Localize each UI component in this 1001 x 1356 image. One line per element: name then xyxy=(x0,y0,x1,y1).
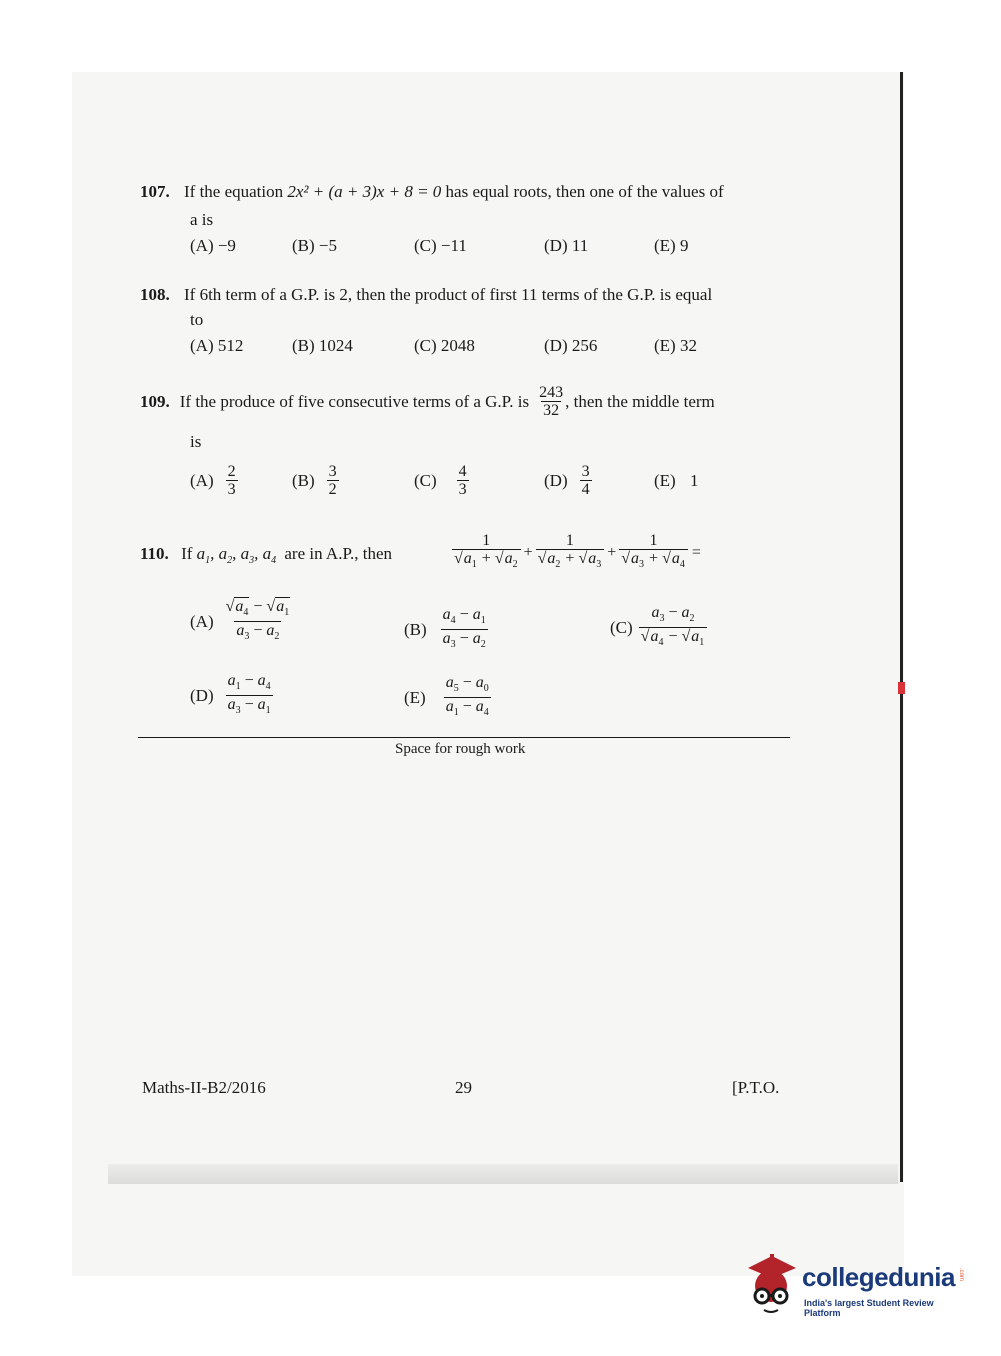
question-text: If the equation xyxy=(184,182,288,201)
option-110-d: (D) $\frac{a_1 - a_4}{a_3 - a_1}$ xyxy=(190,672,273,719)
question-number: 110. xyxy=(140,544,169,563)
term-3: $\frac{1}{√a_3 + √a_4}$ xyxy=(619,532,688,573)
option-110-c: (C) $\frac{a_3 - a_2}{√a_4 - √a_1}$ xyxy=(610,604,707,651)
mascot-icon xyxy=(742,1252,800,1318)
pto-label: [P.T.O. xyxy=(732,1078,780,1097)
logo-tagline: India's largest Student Review Platform xyxy=(804,1298,934,1318)
question-109 xyxy=(140,384,715,419)
footer-code: Maths-II-B2/2016 xyxy=(142,1078,266,1097)
option-fraction: $\frac{a_4 - a_1}{a_3 - a_2}$ xyxy=(441,606,488,653)
equation: 2x² + (a + 3)x + 8 = 0 xyxy=(287,182,442,201)
question-109-line2: is xyxy=(190,432,202,451)
option-109-b: (B) $\frac{3}{2}$ xyxy=(292,463,337,498)
term-1: $\frac{1}{√a_1 + √a_2}$ xyxy=(452,532,521,573)
rough-work-divider xyxy=(138,737,790,738)
option-107-a: (A) −9 xyxy=(190,236,236,255)
option-107-b: (B) −5 xyxy=(292,236,337,255)
option-fraction: $\frac{√a_4 - √a_1}{a_3 - a_2}$ xyxy=(224,598,293,645)
question-text: are in A.P., then xyxy=(284,544,393,563)
question-108 xyxy=(140,285,712,305)
logo-wordmark: collegedunia xyxy=(802,1262,955,1292)
option-fraction: $\frac{a_5 - a_0}{a_1 - a_4}$ xyxy=(444,674,491,721)
term-2: $\frac{1}{√a_2 + √a_3}$ xyxy=(536,532,605,573)
option-107-e: (E) 9 xyxy=(654,236,689,255)
option-fraction: $\frac{4}{3}$ xyxy=(458,463,467,498)
option-fraction: $\frac{3}{2}$ xyxy=(328,463,337,498)
red-mark xyxy=(898,682,905,694)
question-text: has equal roots, then one of the values of xyxy=(441,182,724,201)
option-109-c: (C) $\frac{4}{3}$ xyxy=(414,463,467,498)
question-107-line2: a is xyxy=(190,210,214,229)
option-108-e: (E) 32 xyxy=(654,336,697,355)
question-number: 108. xyxy=(140,285,170,304)
question-text: If the produce of five consecutive terms of a G.P. is xyxy=(179,391,530,411)
question-number: 107. xyxy=(140,182,170,201)
option-109-d: (D) $\frac{3}{4}$ xyxy=(544,463,590,498)
question-number: 109. xyxy=(140,391,170,411)
option-107-d: (D) 11 xyxy=(544,236,589,255)
option-108-d: (D) 256 xyxy=(544,336,598,355)
question-110: 110. If $a_1$, $a_2$, $a_3$, $a_4$ are in A.P., then xyxy=(140,544,393,566)
question-text: If 6th term of a G.P. is 2, then the product of first 11 terms of the G.P. is equal xyxy=(184,285,713,304)
option-fraction: $\frac{a_1 - a_4}{a_3 - a_1}$ xyxy=(226,672,273,719)
logo-com: .com xyxy=(958,1268,964,1282)
option-109-e: (E) 1 xyxy=(654,471,699,490)
question-107 xyxy=(140,182,724,202)
option-110-e: (E) $\frac{a_5 - a_0}{a_1 - a_4}$ xyxy=(404,674,491,721)
question-text: , then the middle term xyxy=(565,391,715,411)
option-110-b: (B) $\frac{a_4 - a_1}{a_3 - a_2}$ xyxy=(404,606,488,653)
fraction-243-32: $\frac{243}{32}$ xyxy=(539,384,564,419)
option-fraction: $\frac{3}{4}$ xyxy=(581,463,590,498)
option-108-c: (C) 2048 xyxy=(414,336,475,355)
option-fraction: $\frac{a_3 - a_2}{√a_4 - √a_1}$ xyxy=(639,604,708,651)
page-number: 29 xyxy=(455,1078,472,1097)
option-108-a: (A) 512 xyxy=(190,336,244,355)
option-107-c: (C) −11 xyxy=(414,236,467,255)
option-108-b: (B) 1024 xyxy=(292,336,353,355)
collegedunia-logo xyxy=(742,1252,972,1322)
option-110-a: (A) $\frac{√a_4 - √a_1}{a_3 - a_2}$ xyxy=(190,598,292,645)
option-109-a: (A) $\frac{2}{3}$ xyxy=(190,463,236,498)
page-shadow xyxy=(108,1164,898,1184)
question-108-line2: to xyxy=(190,310,204,329)
page-edge xyxy=(900,72,903,1182)
rough-work-label: Space for rough work xyxy=(395,741,526,757)
option-fraction: $\frac{2}{3}$ xyxy=(227,463,236,498)
sum-expression: $\frac{1}{√a_1 + √a_2}$ + $\frac{1}{√a_2 + √a_3}$ + $\frac{1}{√a_3 + √a_4}$ = xyxy=(452,532,701,573)
question-text: If xyxy=(181,544,193,563)
